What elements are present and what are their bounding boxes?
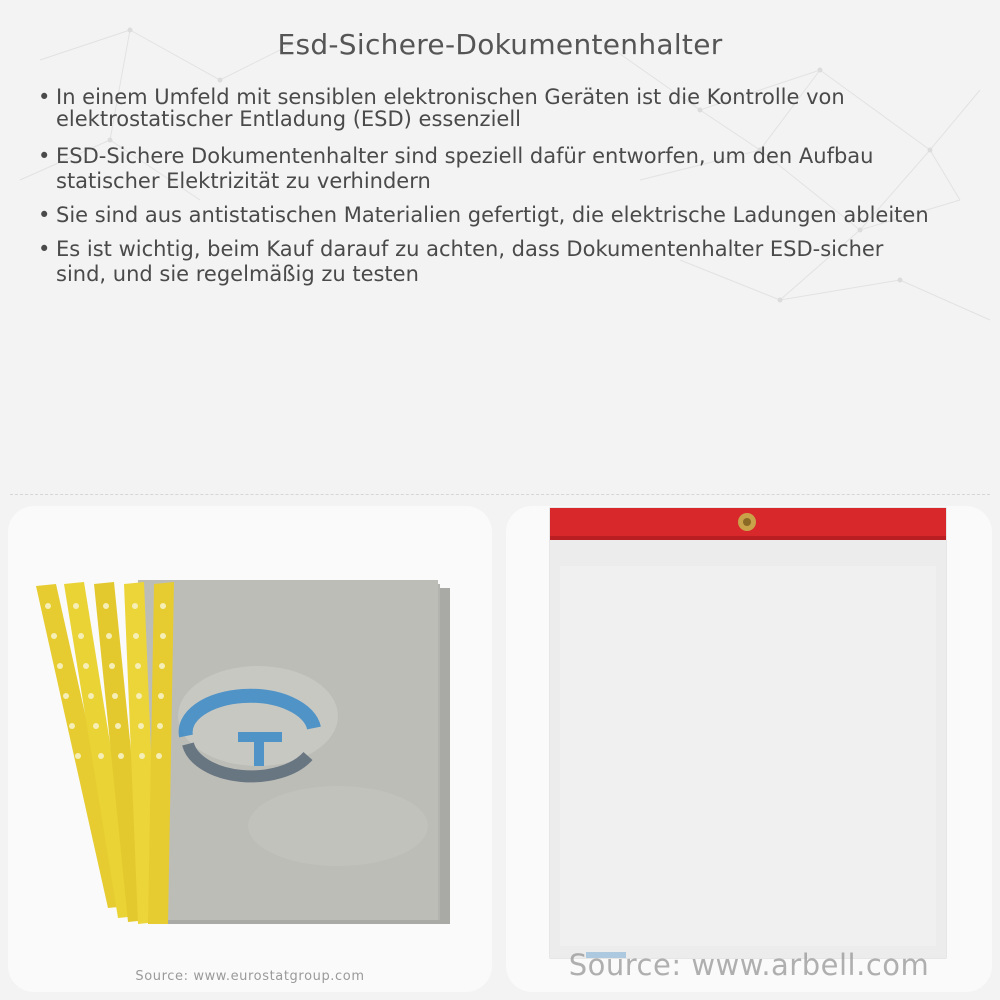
- bullet-item: • In einem Umfeld mit sensiblen elektronischen Geräten ist die Kontrolle von elektrostatischer Entladung (ESD) essenziell: [38, 86, 938, 130]
- sheet-protectors-image: [8, 506, 492, 992]
- image-card-sheet-protectors: [8, 506, 492, 992]
- bullet-item: • Sie sind aus antistatischen Materialien gefertigt, die elektrische Ladungen ableiten: [38, 203, 938, 228]
- image-source-left: Source: www.eurostatgroup.com: [135, 969, 365, 984]
- page-title: Esd-Sichere-Dokumentenhalter: [277, 28, 723, 61]
- section-divider: [10, 494, 990, 495]
- bullet-item: • Es ist wichtig, beim Kauf darauf zu achten, dass Dokumentenhalter ESD-sicher sind, und sie regelmäßig zu testen: [38, 237, 938, 287]
- bullet-list: [38, 86, 938, 296]
- image-source-right: Source: www.arbell.com: [568, 948, 930, 982]
- clear-pocket-image: [506, 506, 992, 992]
- yellow-perforated-strips: [36, 582, 174, 924]
- bullet-item: • ESD-Sichere Dokumentenhalter sind speziell dafür entworfen, um den Aufbau statischer Elektrizität zu verhindern: [38, 144, 938, 194]
- image-card-clear-pocket: [506, 506, 992, 992]
